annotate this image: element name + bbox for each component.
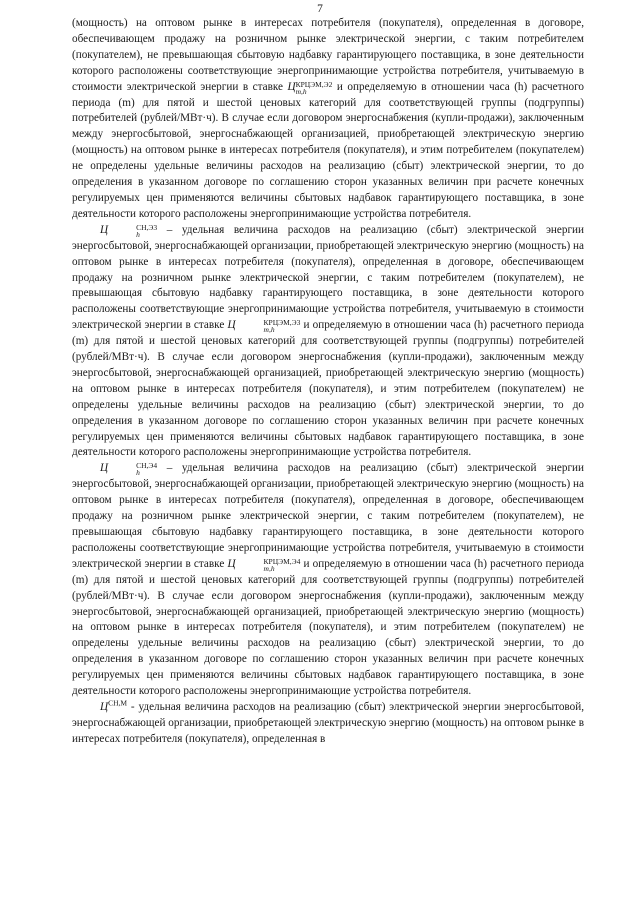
symbol-base: Ц bbox=[227, 319, 236, 332]
price-symbol-krcem-e3 bbox=[227, 318, 301, 335]
price-symbol-sn-m bbox=[100, 698, 128, 713]
symbol-superscript: СН,М bbox=[108, 698, 128, 708]
paragraph-3 bbox=[72, 461, 584, 700]
symbol-superscript: КРЦЭМ,Э3 bbox=[263, 318, 301, 328]
symbol-superscript: КРЦЭМ,Э2 bbox=[295, 79, 333, 89]
paragraph-2-text-after: и определяемую в отношении часа (h) расчетного периода (m) для пятой и шестой ценовых категорий для соответствующей группы (подгруппы) потребителей (рублей/МВт·ч). В случае если договором энергоснабжения (купли-продажи), заключенным между энергосбытовой, энергоснабжающей организацией, приобретающей электрическую энергию (мощность) на оптовом рынке в интересах потребителя (покупателя), и этим потребителем (покупателем) не определены удельные величины расходов на реализацию (сбыт) электрической энергии, то до определения в указанном договоре по соглашению сторон указанных величин при расчете конечных регулируемых цен применяются величины сбытовых надбавок гарантирующего поставщика, в зоне деятельности которого расположены энергопринимающие устройства потребителя. bbox=[72, 319, 584, 459]
symbol-base: Ц bbox=[100, 223, 109, 236]
symbol-superscript: СН,Э4 bbox=[136, 461, 158, 471]
symbol-base: Ц bbox=[227, 557, 236, 570]
paragraph-3-text-before: – удельная величина расходов на реализацию (сбыт) электрической энергии энергосбытовой, энергоснабжающей организации, приобретающей электрическую энергию (мощность) на оптовом рынке в интересах потребителя (покупателя), определенная в договоре, обеспечивающем продажу на розничном рынке электрической энергии, с таким потребителем (покупателем), не превышающая сбытовую надбавку гарантирующего поставщика, в зоне деятельности которого расположены соответствующие энергопринимающие устройства потребителя, учитываемую в стоимости электрической энергии в ставке bbox=[72, 462, 585, 570]
symbol-subscript: m,h bbox=[263, 325, 275, 335]
price-symbol-sn-e3 bbox=[100, 222, 158, 239]
page-number: 7 bbox=[317, 3, 323, 15]
paragraph-4-text: - удельная величина расходов на реализацию (сбыт) электрической энергии энергосбытовой, энергоснабжающей организации, приобретающей электрическую энергию (мощность) на оптовом рынке в интересах потребителя (покупателя), определенная в bbox=[72, 700, 585, 745]
paragraph-2 bbox=[72, 223, 584, 462]
paragraph-3-text-after: и определяемую в отношении часа (h) расчетного периода (m) для пятой и шестой ценовых категорий для соответствующей группы (подгруппы) потребителей (рублей/МВт·ч). В случае если договором энергоснабжения (купли-продажи), заключенным между энергосбытовой, энергоснабжающей организацией, приобретающей электрическую энергию (мощность) на оптовом рынке в интересах потребителя (покупателя), и этим потребителем (покупателем) не определены удельные величины расходов на реализацию (сбыт) электрической энергии, то до определения в указанном договоре по соглашению сторон указанных величин при расчете конечных регулируемых цен применяются величины сбытовых надбавок гарантирующего поставщика, в зоне деятельности которого расположены энергопринимающие устройства потребителя. bbox=[72, 557, 584, 698]
paragraph-1 bbox=[72, 16, 584, 223]
price-symbol-krcem-e2 bbox=[287, 79, 333, 96]
symbol-subscript: h bbox=[136, 468, 140, 478]
paragraph-1-text-before: (мощность) на оптовом рынке в интересах потребителя (покупателя), определенная в договоре, обеспечивающем продажу на розничном рынке электрической энергии, с таким потребителем (покупателем), не превышающая сбытовую надбавку гарантирующего поставщика, в зоне деятельности которого расположены соответствующие энергопринимающие устройства потребителя, учитываемую в стоимости электрической энергии в ставке bbox=[72, 17, 584, 93]
symbol-subscript: h bbox=[136, 229, 140, 239]
document-body bbox=[72, 16, 584, 748]
symbol-superscript: СН,Э3 bbox=[136, 222, 158, 232]
symbol-superscript: КРЦЭМ,Э4 bbox=[263, 556, 301, 566]
symbol-base: Ц bbox=[100, 462, 109, 475]
symbol-base: Ц bbox=[287, 80, 296, 93]
paragraph-2-text-before: – удельная величина расходов на реализацию (сбыт) электрической энергии энергосбытовой, энергоснабжающей организации, приобретающей электрическую энергию (мощность) на оптовом рынке в интересах потребителя (покупателя), определенная в договоре, обеспечивающем продажу на розничном рынке электрической энергии, с таким потребителем (покупателем), не превышающая сбытовую надбавку гарантирующего поставщика, в зоне деятельности которого расположены соответствующие энергопринимающие устройства потребителя, учитываемую в стоимости электрической энергии в ставке bbox=[72, 223, 585, 332]
price-symbol-sn-e4 bbox=[100, 461, 158, 478]
paragraph-4 bbox=[72, 700, 584, 748]
symbol-subscript: m,h bbox=[263, 563, 275, 573]
paragraph-1-text-after: и определяемую в отношении часа (h) расчетного периода (m) для пятой и шестой ценовых категорий для соответствующей группы (подгруппы) потребителей (рублей/МВт·ч). В случае если договором энергоснабжения (купли-продажи), заключенным между энергосбытовой, энергоснабжающей организацией, приобретающей электрическую энергию (мощность) на оптовом рынке в интересах потребителя (покупателя), и этим потребителем (покупателем) не определены удельные величины расходов на реализацию (сбыт) электрической энергии, то до определения в указанном договоре по соглашению сторон указанных величин при расчете конечных регулируемых цен применяются величины сбытовых надбавок гарантирующего поставщика, в зоне деятельности которого расположены энергопринимающие устройства потребителя. bbox=[72, 80, 585, 220]
symbol-subscript: m,h bbox=[295, 86, 307, 96]
price-symbol-krcem-e4 bbox=[227, 556, 301, 573]
symbol-base: Ц bbox=[100, 700, 109, 713]
